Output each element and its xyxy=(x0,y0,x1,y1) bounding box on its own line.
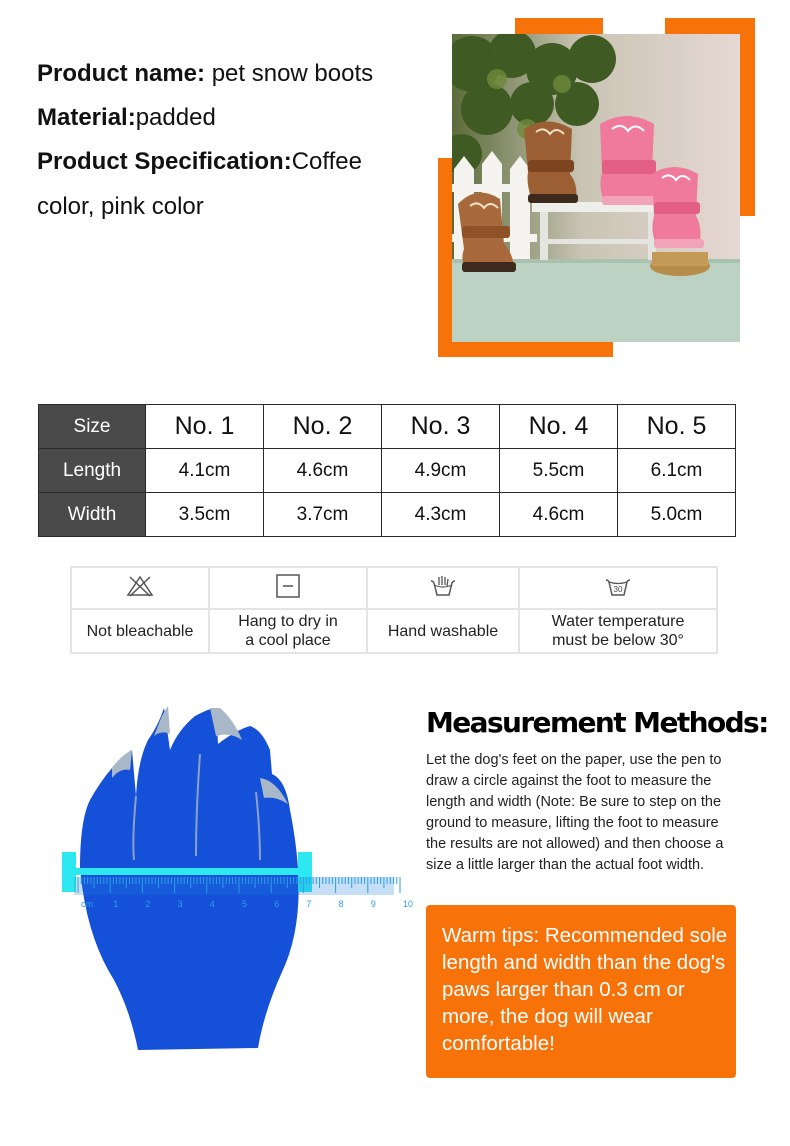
length-cell: 6.1cm xyxy=(618,449,736,493)
orange-frame-left xyxy=(438,158,453,356)
ruler-label: 1 xyxy=(113,899,119,909)
care-icon-cell xyxy=(71,567,209,609)
width-row xyxy=(39,493,736,537)
size-cell: No. 2 xyxy=(264,405,382,449)
product-name-label: Product name: xyxy=(37,60,206,87)
care-icon-cell xyxy=(209,567,367,609)
care-label-hand-washable: Hand washable xyxy=(387,622,499,640)
width-cell: 4.6cm xyxy=(500,493,618,537)
length-cell: 4.1cm xyxy=(146,449,264,493)
care-label-hang-dry-line1: Hang to dry in xyxy=(238,613,338,630)
length-row xyxy=(39,449,736,493)
length-header-cell: Length xyxy=(39,449,146,493)
ruler-label: 4 xyxy=(209,899,215,909)
material-label: Material: xyxy=(37,104,136,131)
ruler-strip xyxy=(74,877,394,895)
ruler-label: 5 xyxy=(242,899,248,909)
care-labels-row xyxy=(71,609,717,653)
orange-frame-right xyxy=(740,18,755,216)
care-instructions-table xyxy=(70,566,718,654)
material-value: padded xyxy=(135,104,216,131)
ruler-label: 6 xyxy=(274,899,280,909)
ruler-label: 9 xyxy=(370,899,376,909)
size-cell: No. 1 xyxy=(146,405,264,449)
product-photo xyxy=(452,34,740,342)
ruler-label: 2 xyxy=(145,899,151,909)
care-label-water-temp-line1: Water temperature xyxy=(551,613,685,630)
care-label-cell xyxy=(367,609,519,653)
care-label-cell xyxy=(209,609,367,653)
care-label-cell xyxy=(519,609,717,653)
spec-value: Coffee xyxy=(291,148,362,175)
ruler-label: 7 xyxy=(306,899,312,909)
length-cell: 5.5cm xyxy=(500,449,618,493)
size-header-cell: Size xyxy=(39,405,146,449)
ruler-label: 8 xyxy=(338,899,344,909)
care-label-hang-dry-line2: a cool place xyxy=(245,632,331,649)
no-bleach-icon xyxy=(125,574,155,598)
spec-value-continued: color, pink color xyxy=(37,193,204,220)
orange-frame-bottom xyxy=(438,341,613,357)
care-icons-row xyxy=(71,567,717,609)
width-header-cell: Width xyxy=(39,493,146,537)
size-cell: No. 3 xyxy=(382,405,500,449)
orange-frame-top-left xyxy=(515,18,603,35)
ruler-label: 3 xyxy=(177,899,183,909)
care-label-cell xyxy=(71,609,209,653)
product-name-line xyxy=(37,60,373,88)
ruler-label: cm xyxy=(81,899,93,909)
care-label-not-bleachable: Not bleachable xyxy=(86,622,194,640)
product-photo-illustration xyxy=(452,34,740,342)
warm-tips-box xyxy=(426,905,736,1078)
spec-line-continued xyxy=(37,193,204,221)
care-icon-cell xyxy=(367,567,519,609)
product-name-value: pet snow boots xyxy=(205,60,374,87)
wash-30-icon-text: 30 xyxy=(613,584,623,594)
measurement-title: Measurement Methods: xyxy=(426,706,768,739)
care-label-water-temp-line2: must be below 30° xyxy=(552,632,684,649)
spec-label: Product Specification: xyxy=(37,148,292,175)
size-cell: No. 4 xyxy=(500,405,618,449)
care-icon-cell xyxy=(519,567,717,609)
measurement-body: Let the dog's feet on the paper, use the pen to draw a circle against the foot to measure the length and width (Note: Be sure to step on the ground to measure, lifting the foot to measure the results are not allowed) and then choose a size a little larger than the actual foot width. xyxy=(426,752,724,873)
width-cell: 4.3cm xyxy=(382,493,500,537)
paw-measurement-illustration xyxy=(50,700,420,1060)
hand-wash-icon xyxy=(428,573,458,599)
width-cell: 5.0cm xyxy=(618,493,736,537)
width-cell: 3.5cm xyxy=(146,493,264,537)
size-row xyxy=(39,405,736,449)
wash-30-icon xyxy=(603,574,633,598)
length-cell: 4.6cm xyxy=(264,449,382,493)
hang-dry-icon xyxy=(275,573,301,599)
length-cell: 4.9cm xyxy=(382,449,500,493)
width-cell: 3.7cm xyxy=(264,493,382,537)
warm-tips-text: Warm tips: Recommended sole length and width than the dog's paws larger than 0.3 cm or more, the dog will wear comfortable! xyxy=(442,924,728,1055)
ruler-label: 10 xyxy=(403,899,414,909)
size-cell: No. 5 xyxy=(618,405,736,449)
size-chart-table xyxy=(38,404,736,537)
material-line xyxy=(37,104,216,132)
measure-bar xyxy=(62,868,312,875)
spec-line xyxy=(37,148,362,176)
fur-tip xyxy=(154,706,170,736)
